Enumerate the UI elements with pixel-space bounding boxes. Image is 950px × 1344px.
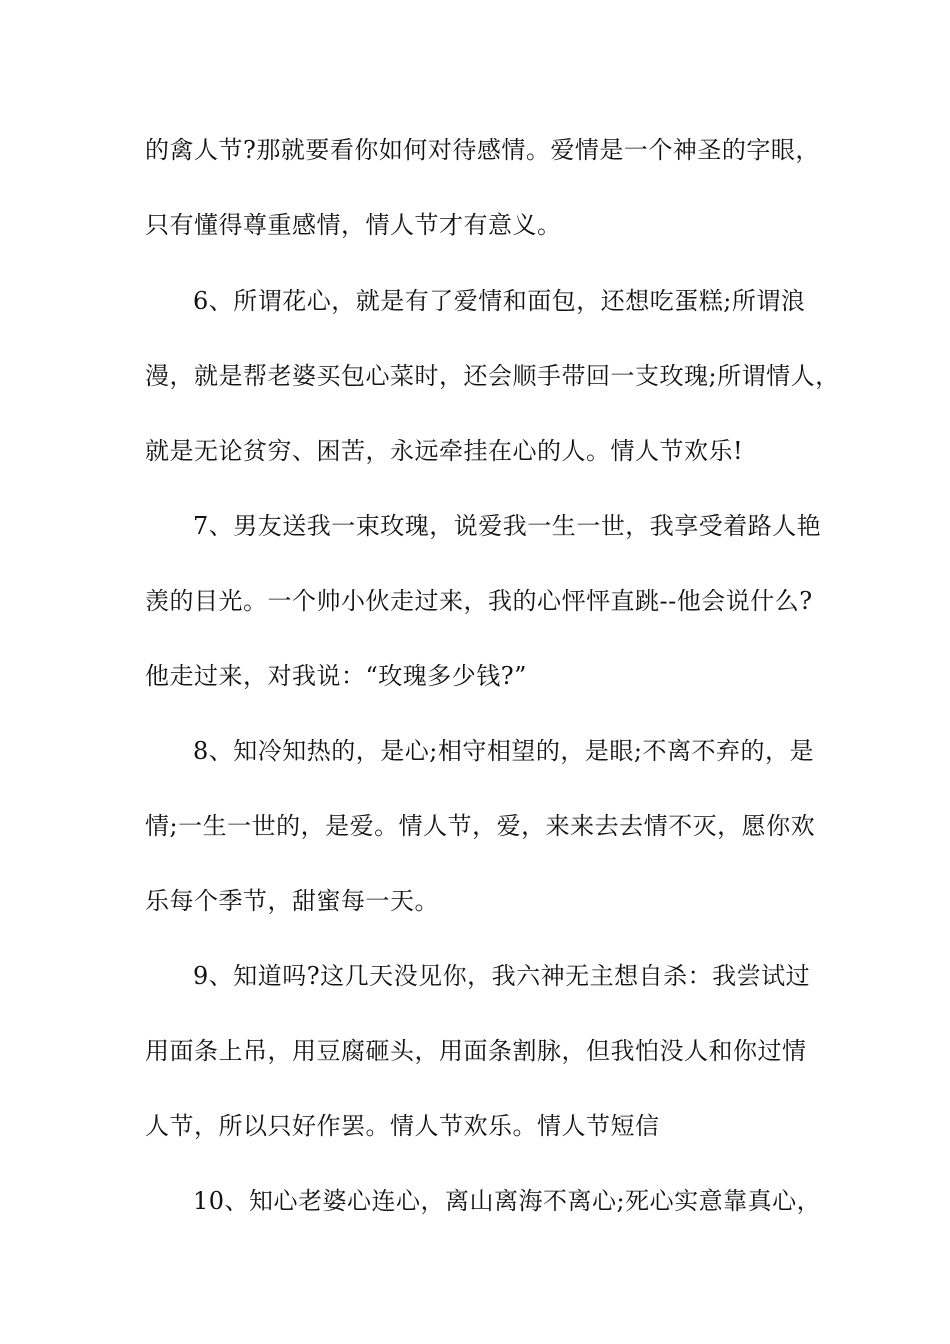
text-line: 他走过来，对我说：“玫瑰多少钱?” xyxy=(145,662,527,690)
text-line: 羡的目光。一个帅小伙走过来，我的心怦怦直跳--他会说什么? xyxy=(145,587,813,615)
text-line: 情;一生一世的，是爱。情人节，爱，来来去去情不灭，愿你欢 xyxy=(145,812,816,840)
text-line: 的禽人节?那就要看你如何对待感情。爱情是一个神圣的字眼， xyxy=(145,136,820,164)
text-line: 人节，所以只好作罢。情人节欢乐。情人节短信 xyxy=(145,1112,660,1140)
paragraph-start: 7、男友送我一束玫瑰，说爱我一生一世，我享受着路人艳 xyxy=(193,512,822,540)
text-line: 乐每个季节，甜蜜每一天。 xyxy=(145,887,439,915)
text-line: 就是无论贫穷、困苦，永远牵挂在心的人。情人节欢乐! xyxy=(145,437,744,465)
text-line: 漫，就是帮老婆买包心菜时，还会顺手带回一支玫瑰;所谓情人， xyxy=(145,362,840,390)
paragraph-start: 6、所谓花心，就是有了爱情和面包，还想吃蛋糕;所谓浪 xyxy=(193,287,806,315)
paragraph-start: 9、知道吗?这几天没见你，我六神无主想自杀：我尝试过 xyxy=(193,962,811,990)
paragraph-start: 10、知心老婆心连心，离山离海不离心;死心实意靠真心， xyxy=(193,1187,822,1215)
paragraph-start: 8、知冷知热的，是心;相守相望的，是眼;不离不弃的，是 xyxy=(193,737,814,765)
text-line: 用面条上吊，用豆腐砸头，用面条割脉，但我怕没人和你过情 xyxy=(145,1037,807,1065)
text-line: 只有懂得尊重感情，情人节才有意义。 xyxy=(145,211,562,239)
